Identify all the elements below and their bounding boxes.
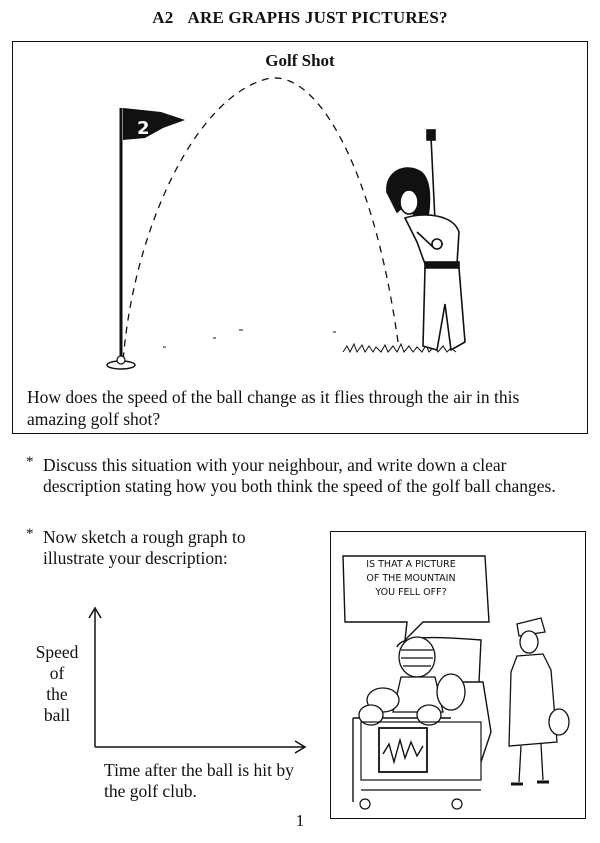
bandaged-patient <box>359 637 465 725</box>
y-label-line: the <box>46 684 68 704</box>
speech-line: IS THAT A PICTURE <box>366 559 456 570</box>
flag <box>123 108 185 140</box>
y-label-line: of <box>49 663 65 683</box>
bullet-star-icon: * <box>26 526 34 542</box>
hospital-cartoon <box>330 531 586 819</box>
bullet-star-icon: * <box>26 454 34 470</box>
golf-scene-illustration <box>13 42 587 382</box>
y-label-line: ball <box>43 705 71 725</box>
page-heading <box>0 8 600 28</box>
instruction-sketch-text: Now sketch a rough graph to illustrate your description: <box>43 527 246 568</box>
sketch-graph-axes <box>84 604 310 754</box>
instruction-discuss-text: Discuss this situation with your neighbour, and write down a clear description stating how you both think the speed of the golf ball changes. <box>43 455 556 496</box>
section-code: A2 <box>152 8 174 27</box>
golfer-figure <box>387 130 465 350</box>
golf-shot-title: Golf Shot <box>265 51 335 70</box>
y-label-line: Speed <box>35 642 79 662</box>
speech-line: OF THE MOUNTAIN <box>366 573 456 584</box>
page-number: 1 <box>295 811 305 830</box>
grass-marks <box>163 330 456 352</box>
graph-x-label: Time after the ball is hit by the golf club. <box>104 760 294 801</box>
visitor-figure <box>509 618 569 784</box>
golf-question: How does the speed of the ball change as it flies through the air in this amazing golf shot? <box>27 387 520 429</box>
golf-shot-box <box>12 41 588 434</box>
golf-ball <box>117 356 125 364</box>
instruction-sketch <box>26 526 293 569</box>
flag-number: 2 <box>137 118 150 139</box>
instruction-discuss <box>26 454 588 497</box>
page-title: ARE GRAPHS JUST PICTURES? <box>187 8 448 27</box>
speech-bubble-text <box>351 558 471 600</box>
graph-y-label <box>22 642 92 726</box>
speech-line: YOU FELL OFF? <box>375 587 447 598</box>
